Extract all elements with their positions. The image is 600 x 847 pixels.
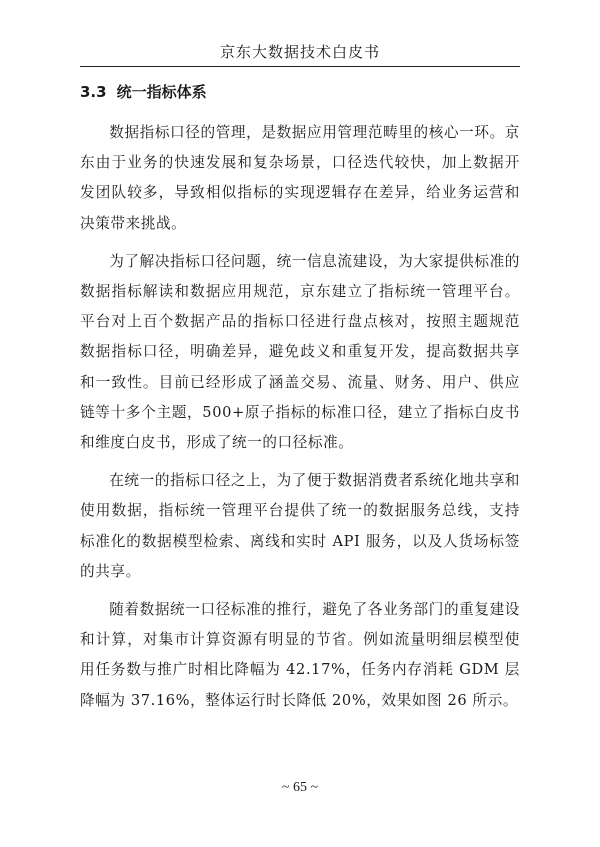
body-text (80, 118, 520, 724)
paragraph: 数据指标口径的管理，是数据应用管理范畴里的核心一环。京东由于业务的快速发展和复杂场景，口径迭代较快，加上数据开发团队较多，导致相似指标的实现逻辑存在差异，给业务运营和决策带来挑战。 (80, 124, 520, 232)
paragraph: 随着数据统一口径标准的推行，避免了各业务部门的重复建设和计算，对集市计算资源有明显的节省。例如流量明细层模型使用任务数与推广时相比降幅为 42.17%，任务内存消耗 GDM 层降幅为 37.16%，整体运行时长降低 20%，效果如图 26 所示。 (80, 601, 520, 709)
page-number: ~ 65 ~ (281, 780, 319, 795)
section-heading (80, 80, 207, 104)
section-title: 统一指标体系 (116, 83, 207, 101)
section-number: 3.3 (80, 83, 107, 101)
header-divider (80, 66, 520, 67)
paragraph: 在统一的指标口径之上，为了便于数据消费者系统化地共享和使用数据，指标统一管理平台提供了统一的数据服务总线，支持标准化的数据模型检索、离线和实时 API 服务，以及人货场标签的共享。 (80, 472, 520, 580)
paragraph: 为了解决指标口径问题，统一信息流建设，为大家提供标准的数据指标解读和数据应用规范，京东建立了指标统一管理平台。平台对上百个数据产品的指标口径进行盘点核对，按照主题规范数据指标口径，明确差异，避免歧义和重复开发，提高数据共享和一致性。目前已经形成了涵盖交易、流量、财务、用户、供应链等十多个主题，500+原子指标的标准口径，建立了指标白皮书和维度白皮书，形成了统一的口径标准。 (80, 252, 520, 452)
running-header: 京东大数据技术白皮书 (219, 43, 380, 61)
